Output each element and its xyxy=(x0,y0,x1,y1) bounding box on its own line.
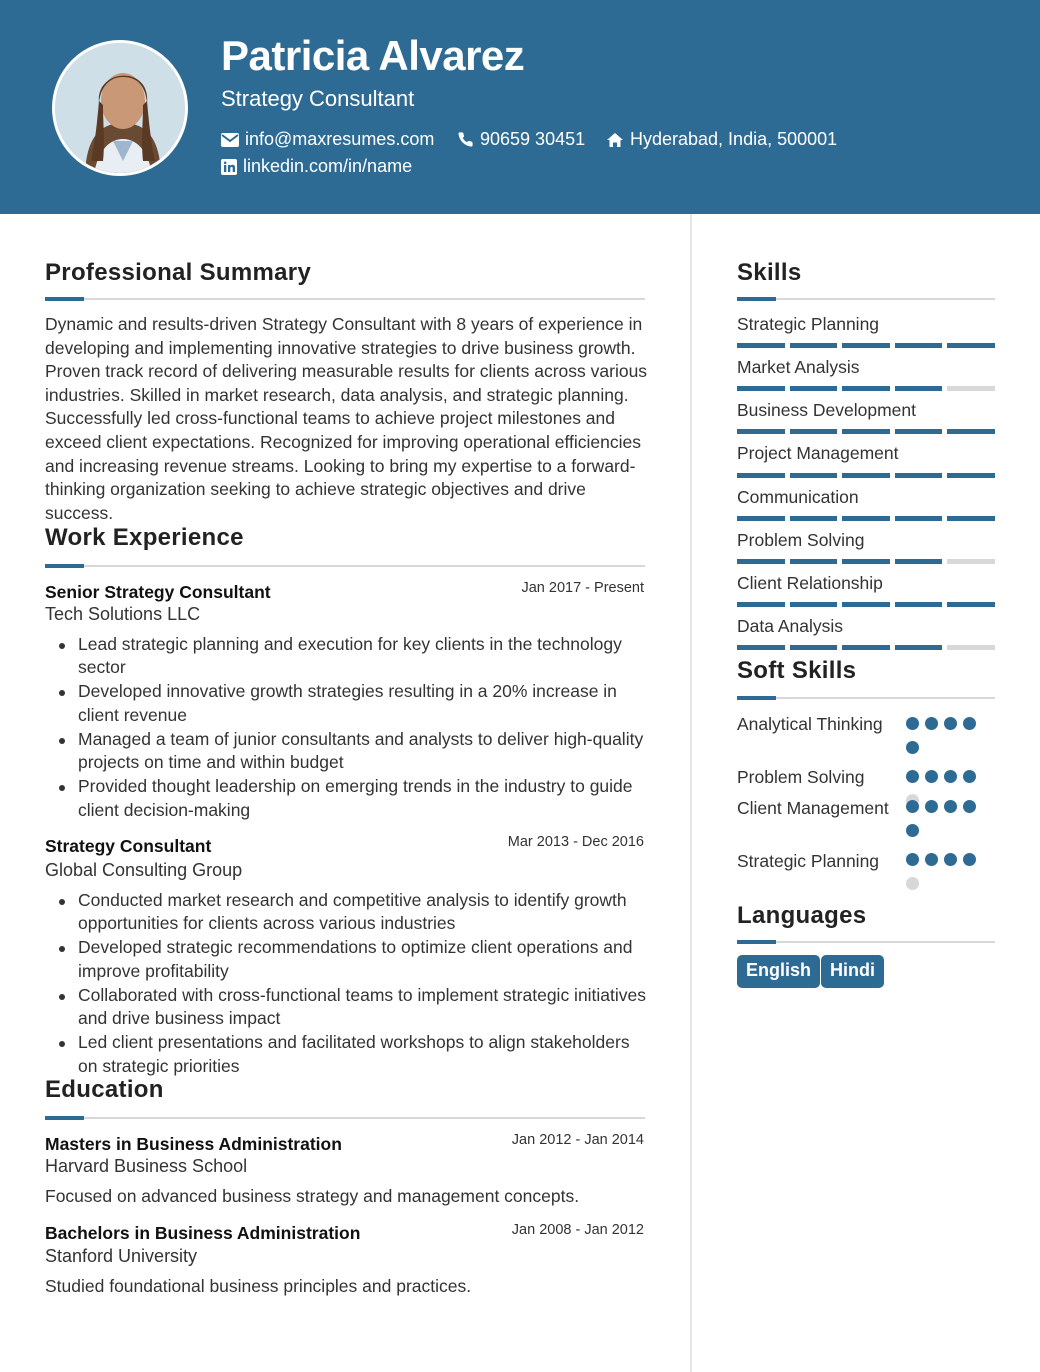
skill-bar-segment xyxy=(790,559,838,564)
skill-bar-segment xyxy=(737,473,785,478)
job-dates: Jan 2017 - Present xyxy=(521,580,644,596)
skill-name: Market Analysis xyxy=(737,357,860,377)
skill-name: Communication xyxy=(737,487,859,507)
summary-heading: Professional Summary xyxy=(45,259,312,286)
skill-bar-segment xyxy=(737,645,785,650)
skill-name: Data Analysis xyxy=(737,616,844,636)
resume-header xyxy=(0,0,1040,214)
skill-bar-segment xyxy=(947,602,995,607)
degree-title: Bachelors in Business Administration xyxy=(45,1223,361,1243)
rating-dot xyxy=(906,853,919,866)
skill-bar-segment xyxy=(895,429,943,434)
rating-dot xyxy=(906,770,919,783)
experience-heading: Work Experience xyxy=(45,524,244,551)
job-dates: Mar 2013 - Dec 2016 xyxy=(507,834,644,850)
bullet-item: Provided thought leadership on emerging trends in the industry to guide client decision-making xyxy=(78,775,653,822)
rating-dot xyxy=(944,853,957,866)
degree-description: Studied foundational business principles and practices. xyxy=(45,1276,472,1296)
skill-bar-segment xyxy=(895,559,943,564)
summary-rule xyxy=(45,298,645,300)
skill-name: Business Development xyxy=(737,400,916,420)
skill-level-bar xyxy=(737,559,995,564)
rating-dot xyxy=(906,717,919,730)
language-badge: English xyxy=(737,955,820,988)
job-company: Global Consulting Group xyxy=(45,860,243,880)
skill-bar-segment xyxy=(947,429,995,434)
skill-bar-segment xyxy=(947,645,995,650)
languages-accent xyxy=(737,940,776,944)
skill-bar-segment xyxy=(790,602,838,607)
summary-text: Dynamic and results-driven Strategy Consultant with 8 years of experience in developing and implementing innovative strategies to drive business growth. Proven track record of delivering measurable results for clients across various industries. Skilled in market research, data analysis, and strategic planning. Successfully led cross-functional teams to achieve project milestones and exceed client expectations. Recognized for improving operational efficiencies and increasing revenue streams. Looking to bring my expertise to a forward-thinking organization seeking to achieve strategic objectives and drive success. xyxy=(45,314,648,523)
education-rule xyxy=(45,1117,645,1119)
email-contact[interactable] xyxy=(221,129,434,150)
address-text: Hyderabad, India, 500001 xyxy=(630,129,838,149)
skill-bar-segment xyxy=(895,602,943,607)
job-company: Tech Solutions LLC xyxy=(45,604,201,624)
skill-bar-segment xyxy=(842,559,890,564)
skill-bar-segment xyxy=(947,343,995,348)
education-accent xyxy=(45,1116,84,1120)
job-title: Senior Strategy Consultant xyxy=(45,582,271,602)
degree-dates: Jan 2008 - Jan 2012 xyxy=(511,1222,644,1238)
skill-bar-segment xyxy=(842,602,890,607)
skill-bar-segment xyxy=(737,386,785,391)
soft-skill-name: Analytical Thinking xyxy=(737,714,883,734)
bullet-item: Led client presentations and facilitated workshops to align stakeholders on strategic priorities xyxy=(78,1031,653,1078)
skill-bar-segment xyxy=(790,516,838,521)
skill-bar-segment xyxy=(947,386,995,391)
address-contact xyxy=(606,129,837,150)
skill-level-bar xyxy=(737,473,995,478)
linkedin-icon xyxy=(221,159,237,175)
summary-accent xyxy=(45,297,84,301)
skill-level-bar xyxy=(737,602,995,607)
bullet-item: Developed strategic recommendations to optimize client operations and improve profitability xyxy=(78,936,653,983)
skill-name: Client Relationship xyxy=(737,573,883,593)
skill-level-bar xyxy=(737,386,995,391)
soft-skill-dots xyxy=(906,717,986,754)
skill-bar-segment xyxy=(947,516,995,521)
job-bullets xyxy=(78,633,653,823)
skill-bar-segment xyxy=(790,386,838,391)
degree-title: Masters in Business Administration xyxy=(45,1134,342,1154)
bullet-item: Lead strategic planning and execution for key clients in the technology sector xyxy=(78,633,653,680)
rating-dot xyxy=(925,770,938,783)
soft-skill-name: Strategic Planning xyxy=(737,851,880,871)
rating-dot xyxy=(925,853,938,866)
rating-dot xyxy=(963,800,976,813)
skill-bar-segment xyxy=(737,559,785,564)
profile-photo xyxy=(52,40,188,176)
skill-level-bar xyxy=(737,645,995,650)
soft-skill-name: Client Management xyxy=(737,798,889,818)
skill-name: Strategic Planning xyxy=(737,314,880,334)
skill-bar-segment xyxy=(895,645,943,650)
rating-dot xyxy=(963,770,976,783)
skill-bar-segment xyxy=(842,473,890,478)
skill-bar-segment xyxy=(790,429,838,434)
skill-bar-segment xyxy=(737,343,785,348)
bullet-item: Conducted market research and competitive analysis to identify growth opportunities for clients across various industries xyxy=(78,889,653,936)
candidate-role: Strategy Consultant xyxy=(221,86,415,111)
rating-dot xyxy=(944,800,957,813)
school-name: Stanford University xyxy=(45,1246,198,1266)
soft-skills-heading: Soft Skills xyxy=(737,657,857,684)
soft-skills-accent xyxy=(737,696,776,700)
skill-bar-segment xyxy=(790,473,838,478)
soft-skill-name: Problem Solving xyxy=(737,767,865,787)
rating-dot xyxy=(906,824,919,837)
home-icon xyxy=(606,132,624,148)
skill-level-bar xyxy=(737,516,995,521)
rating-dot xyxy=(906,741,919,754)
skill-bar-segment xyxy=(737,602,785,607)
phone-contact[interactable] xyxy=(457,129,585,150)
degree-dates: Jan 2012 - Jan 2014 xyxy=(511,1132,644,1148)
bullet-item: Collaborated with cross-functional teams to implement strategic initiatives and drive business impact xyxy=(78,984,653,1031)
soft-skill-dots xyxy=(906,853,986,890)
skill-bar-segment xyxy=(790,645,838,650)
skill-bar-segment xyxy=(842,343,890,348)
soft-skill-dots xyxy=(906,800,986,837)
education-heading: Education xyxy=(45,1076,164,1103)
bullet-item: Developed innovative growth strategies resulting in a 20% increase in client revenue xyxy=(78,680,653,727)
skill-bar-segment xyxy=(895,386,943,391)
skill-name: Project Management xyxy=(737,443,899,463)
skill-bar-segment xyxy=(842,645,890,650)
skill-bar-segment xyxy=(947,473,995,478)
skill-level-bar xyxy=(737,429,995,434)
candidate-name: Patricia Alvarez xyxy=(221,32,525,79)
skill-bar-segment xyxy=(947,559,995,564)
skill-bar-segment xyxy=(895,473,943,478)
email-text: info@maxresumes.com xyxy=(245,129,435,149)
phone-icon xyxy=(457,131,474,148)
languages-heading: Languages xyxy=(737,902,867,929)
experience-rule xyxy=(45,565,645,567)
rating-dot xyxy=(906,877,919,890)
rating-dot xyxy=(925,800,938,813)
job-bullets xyxy=(78,889,653,1079)
rating-dot xyxy=(944,770,957,783)
skill-bar-segment xyxy=(737,429,785,434)
skill-bar-segment xyxy=(842,516,890,521)
rating-dot xyxy=(963,717,976,730)
phone-text: 90659 30451 xyxy=(480,129,586,149)
school-name: Harvard Business School xyxy=(45,1156,248,1176)
skill-bar-segment xyxy=(895,343,943,348)
rating-dot xyxy=(925,717,938,730)
job-title: Strategy Consultant xyxy=(45,836,212,856)
skill-bar-segment xyxy=(790,343,838,348)
skill-bar-segment xyxy=(842,429,890,434)
language-badge: Hindi xyxy=(821,955,884,988)
rating-dot xyxy=(963,853,976,866)
skill-bar-segment xyxy=(842,386,890,391)
envelope-icon xyxy=(221,133,239,147)
linkedin-text: linkedin.com/in/name xyxy=(243,156,413,176)
degree-description: Focused on advanced business strategy and management concepts. xyxy=(45,1186,580,1206)
column-divider xyxy=(690,214,692,1372)
linkedin-contact[interactable] xyxy=(221,156,412,177)
skill-bar-segment xyxy=(737,516,785,521)
skill-bar-segment xyxy=(895,516,943,521)
rating-dot xyxy=(906,800,919,813)
skill-level-bar xyxy=(737,343,995,348)
skill-name: Problem Solving xyxy=(737,530,865,550)
experience-accent xyxy=(45,564,84,568)
skills-heading: Skills xyxy=(737,259,802,286)
rating-dot xyxy=(944,717,957,730)
bullet-item: Managed a team of junior consultants and analysts to deliver high-quality projects on time and within budget xyxy=(78,728,653,775)
skills-accent xyxy=(737,297,776,301)
